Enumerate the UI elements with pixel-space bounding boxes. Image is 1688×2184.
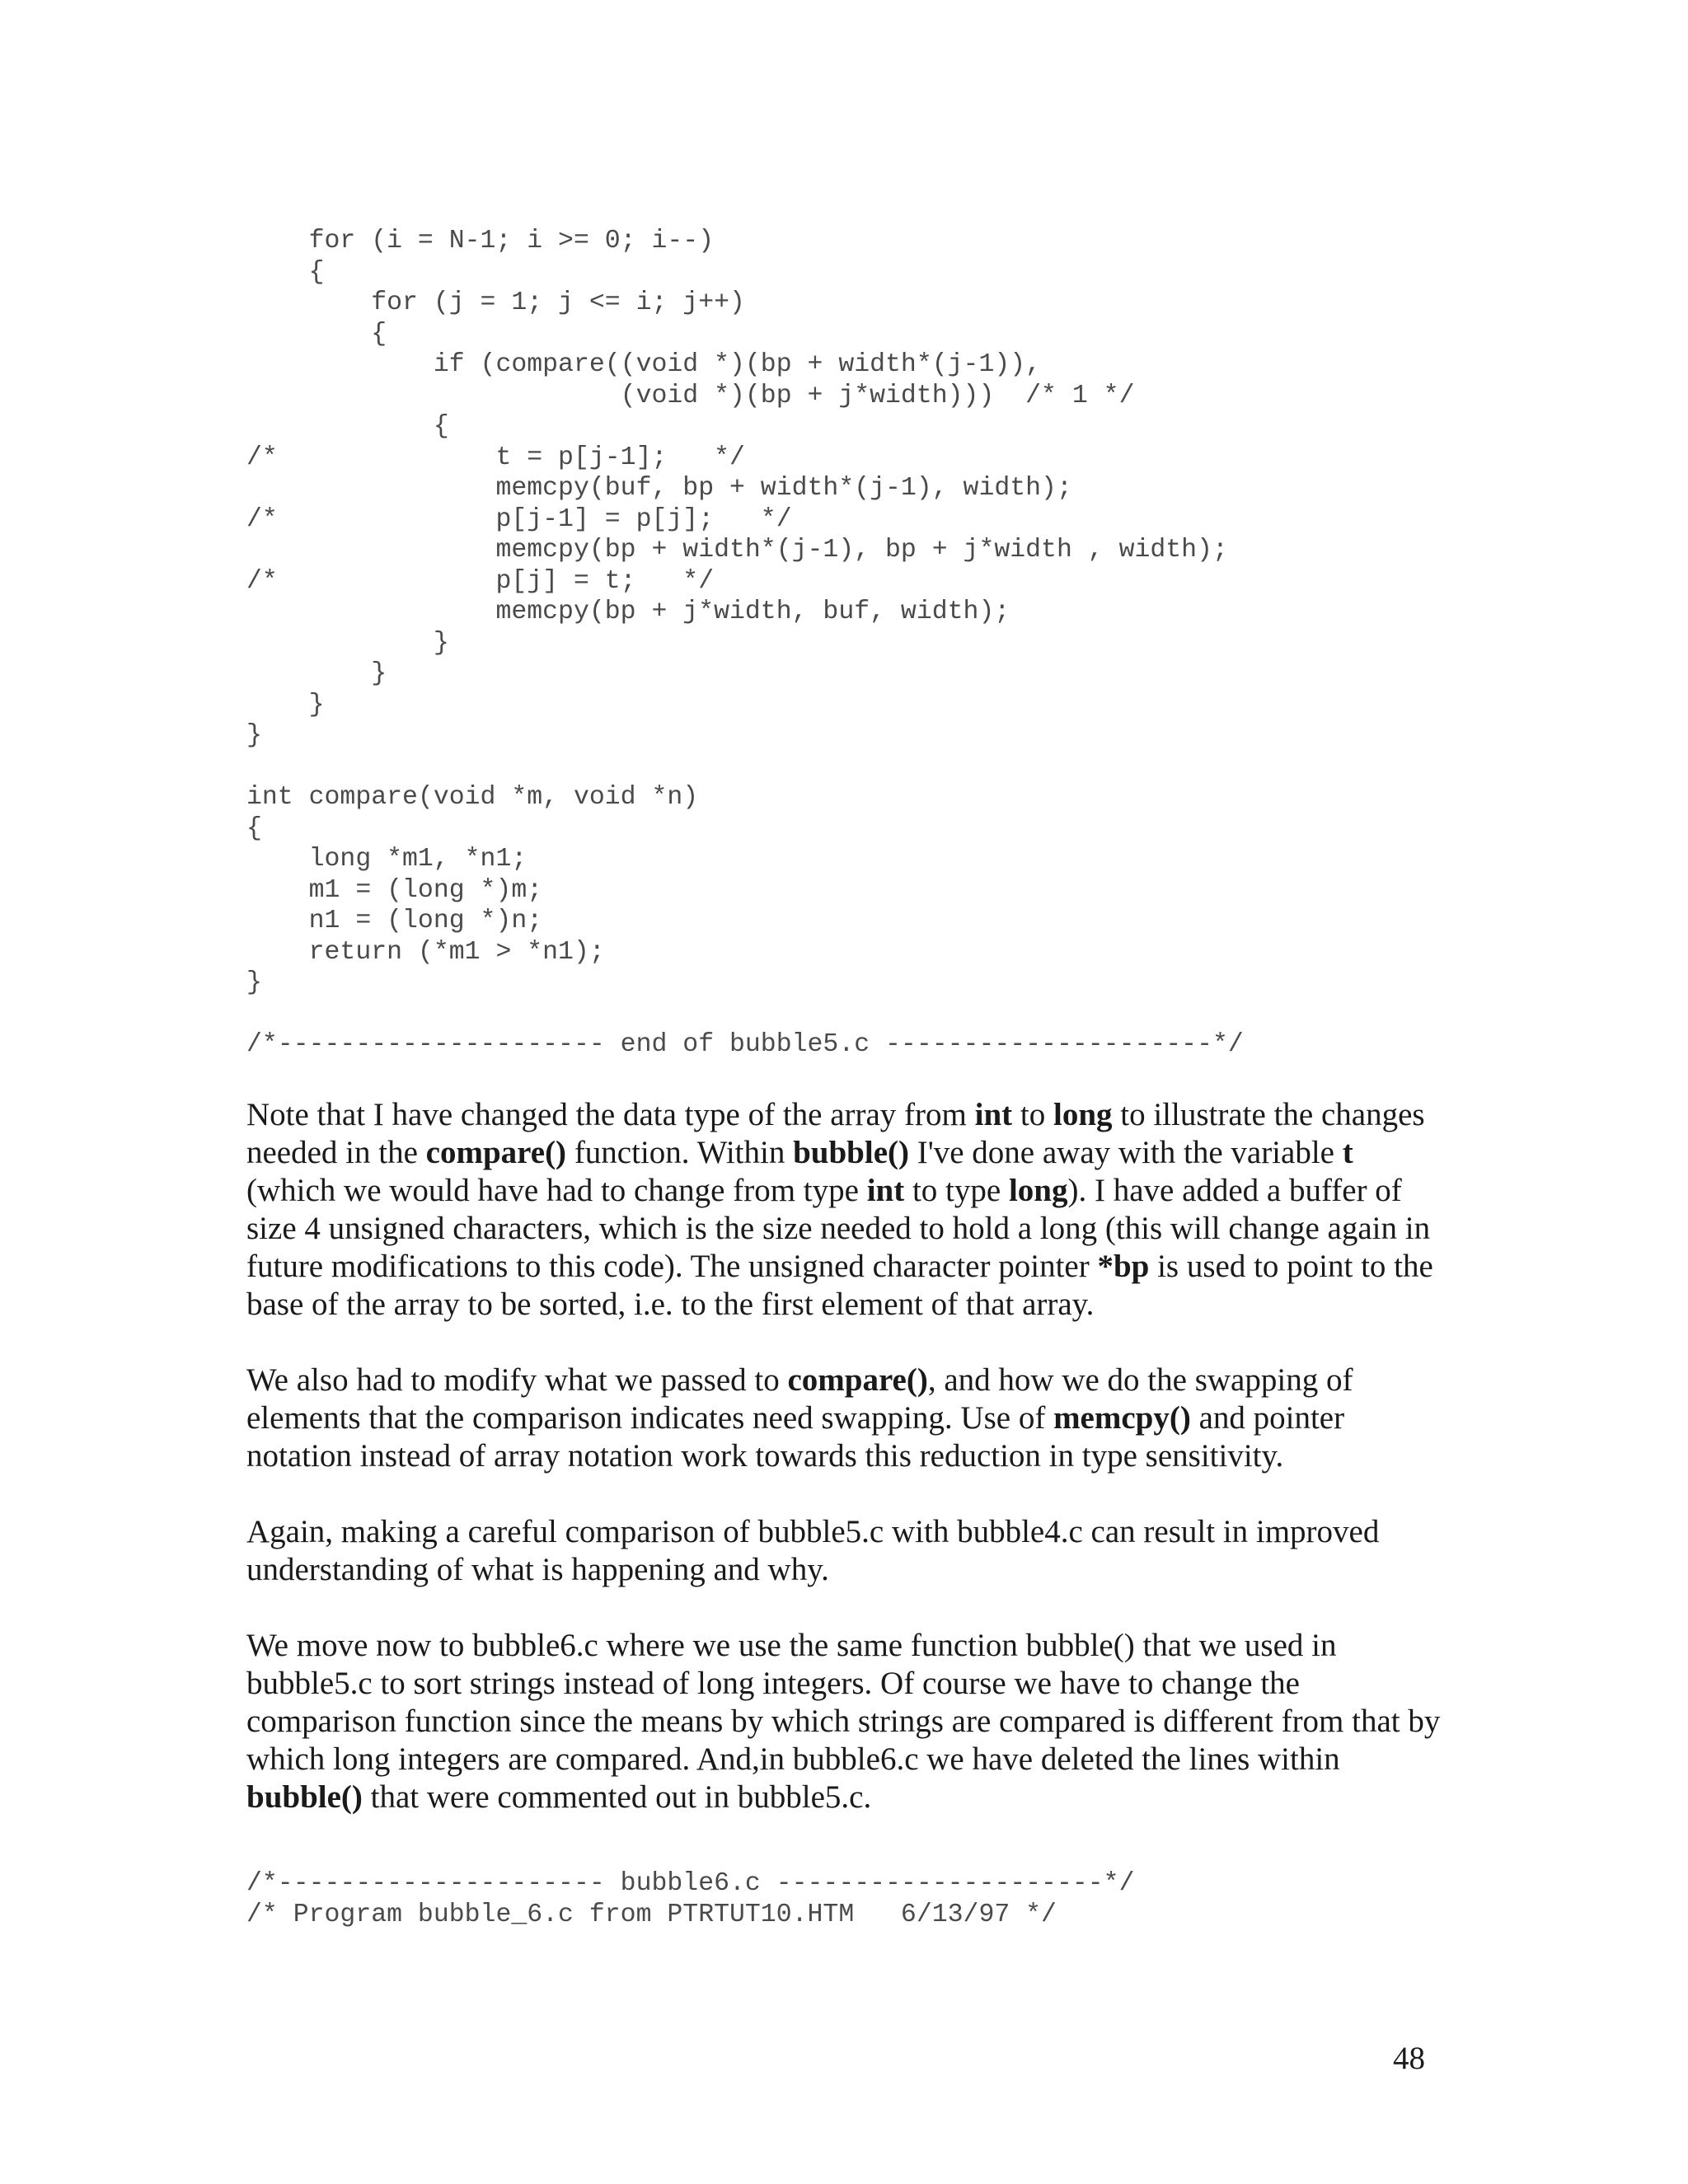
code-line: { (246, 412, 449, 441)
bold-term: long (1053, 1097, 1113, 1132)
paragraph-spacer (246, 1475, 1450, 1513)
code-line: /* p[j] = t; */ (246, 566, 715, 596)
code-line: { (246, 257, 325, 287)
bold-term: int (974, 1097, 1013, 1132)
code-listing-bubble5 (246, 226, 1244, 1061)
code-line: { (246, 813, 262, 843)
bold-term: t (1342, 1135, 1353, 1170)
code-line: memcpy(buf, bp + width*(j-1), width); (246, 474, 1072, 503)
code-listing-bubble6-header (246, 1868, 1134, 1930)
code-line (246, 999, 1244, 1030)
code-line: } (246, 968, 262, 997)
paragraph-spacer (246, 1324, 1450, 1361)
text-run: and pointer notation instead of array notation work towards this reduction in type sensitivity. (246, 1400, 1345, 1474)
code-line: if (compare((void *)(bp + width*(j-1)), (246, 350, 1042, 379)
code-line: } (246, 628, 449, 658)
bold-term: compare() (787, 1362, 928, 1398)
code-line: /* p[j-1] = p[j]; */ (246, 504, 792, 534)
bold-term: *bp (1097, 1249, 1150, 1284)
bold-term: compare() (425, 1135, 567, 1170)
text-run: function. Within (566, 1135, 794, 1170)
code-line: int compare(void *m, void *n) (246, 783, 699, 812)
code-line: /* t = p[j-1]; */ (246, 443, 745, 472)
text-run: We also had to modify what we passed to (246, 1362, 788, 1398)
paragraph-careful-comparison (246, 1513, 1450, 1589)
code-line: return (*m1 > *n1); (246, 937, 605, 967)
bold-term: bubble() (793, 1135, 909, 1170)
text-run: , and how we do the swapping of elements that the comparison indicates need swapping. Use of (246, 1362, 1353, 1436)
bold-term: int (866, 1173, 905, 1208)
code-line: } (246, 721, 262, 750)
code-line: memcpy(bp + j*width, buf, width); (246, 598, 1010, 626)
text-run: that were commented out in bubble5.c. (362, 1779, 872, 1815)
code-line: /*--------------------- end of bubble5.c ---------------------*/ (246, 1030, 1244, 1059)
code-line: for (i = N-1; i >= 0; i--) (246, 227, 715, 255)
code-line: } (246, 690, 325, 719)
paragraph-bubble6-intro (246, 1627, 1450, 1816)
code-line: long *m1, *n1; (246, 845, 528, 874)
text-run: to type (904, 1173, 1009, 1208)
paragraph-spacer (246, 1589, 1450, 1627)
bold-term: long (1008, 1173, 1068, 1208)
bold-term: bubble() (246, 1779, 363, 1815)
text-run: to (1012, 1097, 1053, 1132)
text-run: ). I have added a buffer of size 4 unsigned characters, which is the size needed to hold a long (this will change again in future modifications to this code). The unsigned character pointer (246, 1173, 1431, 1284)
body-text (246, 1096, 1450, 1816)
code-line: { (246, 319, 387, 349)
code-line: for (j = 1; j <= i; j++) (246, 288, 745, 317)
text-run: We move now to bubble6.c where we use the same function bubble() that we used in bubble5.c to sort strings instead of long integers. Of course we have to change the comparison function since the means by which strings are compared is different from that by which long integers are compared. And,in bubble6.c we have deleted the lines within (246, 1628, 1441, 1777)
text-run: I've done away with the variable (908, 1135, 1343, 1170)
page-number: 48 (1393, 2041, 1425, 2076)
bold-term: memcpy() (1053, 1400, 1191, 1436)
code-line: memcpy(bp + width*(j-1), bp + j*width , width); (246, 536, 1228, 565)
code-line: n1 = (long *)n; (246, 907, 543, 935)
code-line: m1 = (long *)m; (246, 875, 543, 905)
code-line: /* Program bubble_6.c from PTRTUT10.HTM 6/13/97 */ (246, 1900, 1057, 1929)
code-line: } (246, 659, 387, 688)
paragraph-compare-swap (246, 1361, 1450, 1475)
code-line: /*--------------------- bubble6.c ---------------------*/ (246, 1869, 1135, 1898)
text-run: Note that I have changed the data type of the array from (246, 1097, 975, 1132)
code-line: (void *)(bp + j*width))) /* 1 */ (246, 381, 1135, 410)
code-line (246, 752, 1244, 783)
text-run: (which we would have had to change from type (246, 1173, 867, 1208)
paragraph-type-change (246, 1096, 1450, 1324)
text-run: to illustrate the changes needed in the (246, 1097, 1425, 1170)
text-run: is used to point to the base of the array to be sorted, i.e. to the first element of that array. (246, 1249, 1433, 1322)
text-run: Again, making a careful comparison of bubble5.c with bubble4.c can result in improved understanding of what is happening and why. (246, 1514, 1380, 1587)
